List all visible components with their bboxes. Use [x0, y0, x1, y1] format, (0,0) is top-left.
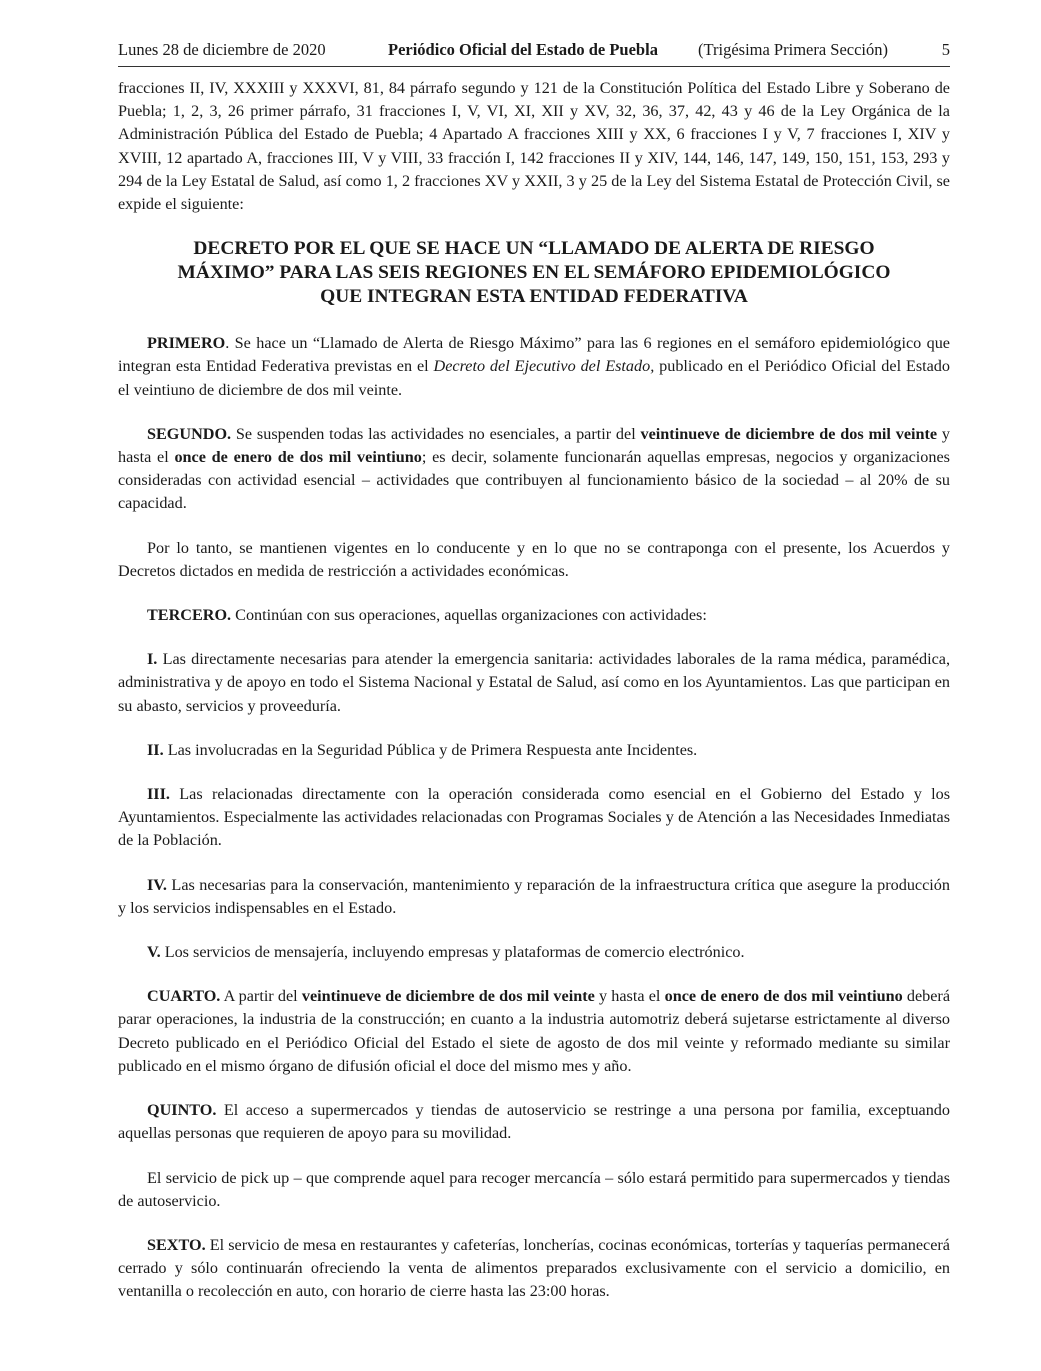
article-quinto — [118, 1099, 950, 1145]
article-cuarto-end-date: once de enero de dos mil veintiuno — [664, 987, 903, 1006]
fraccion-item — [118, 739, 950, 762]
fraccion-number: II. — [147, 740, 164, 759]
fraccion-item — [118, 874, 950, 920]
article-sexto — [118, 1234, 950, 1304]
fraccion-text: Las relacionadas directamente con la operación considerada como esencial en el Gobierno del Estado y los Ayuntamientos. Especialmente las actividades relacionadas con Programas Sociales y de Atención a las Necesidades Inmediatas de la Población. — [118, 785, 950, 850]
fraccion-text: Los servicios de mensajería, incluyendo empresas y plataformas de comercio electrónico. — [160, 943, 745, 962]
fraccion-text: Las directamente necesarias para atender la emergencia sanitaria: actividades laborales de la rama médica, paramédica, administrativa y de apoyo en todo el Sistema Nacional y Estatal de Salud, así como en los Ayuntamientos. Las que participan en su abasto, servicios y proveeduría. — [118, 650, 950, 715]
article-tercero-text: Continúan con sus operaciones, aquellas organizaciones con actividades: — [231, 606, 707, 625]
article-cuarto-text-b: y hasta el — [594, 987, 665, 1006]
fraccion-item — [118, 648, 950, 718]
article-segundo-text-a: Se suspenden todas las actividades no esenciales, a partir del — [231, 424, 641, 443]
article-primero — [118, 332, 950, 402]
article-segundo-start-date: veintinueve de diciembre de dos mil veinte — [640, 424, 938, 443]
header-date: Lunes 28 de diciembre de 2020 — [118, 40, 326, 59]
decree-title-line-1: DECRETO POR EL QUE SE HACE UN “LLAMADO DE ALERTA DE RIESGO — [193, 238, 875, 260]
article-cuarto-start-date: veintinueve de diciembre de dos mil veinte — [301, 987, 595, 1006]
decree-title-line-2: MÁXIMO” PARA LAS SEIS REGIONES EN EL SEMÁFORO EPIDEMIOLÓGICO — [177, 262, 891, 284]
fraccion-text: Las involucradas en la Seguridad Pública y de Primera Respuesta ante Incidentes. — [163, 740, 698, 759]
article-segundo-end-date: once de enero de dos mil veintiuno — [174, 448, 422, 467]
decree-title — [118, 237, 950, 309]
article-quinto-text: El acceso a supermercados y tiendas de autoservicio se restringe a una persona por familia, exceptuando aquellas personas que requieren de apoyo para su movilidad. — [118, 1101, 950, 1143]
fraccion-item — [118, 783, 950, 853]
paragraph-pick-up: El servicio de pick up – que comprende aquel para recoger mercancía – sólo estará permitido para supermercados y tiendas de autoservicio. — [118, 1168, 950, 1210]
article-primero-text-b: publicado en el Periódico Oficial del Estado el veintiuno de diciembre de dos mil veinte. — [118, 357, 950, 399]
article-segundo-text-b: y hasta el — [118, 424, 951, 467]
fraccion-number: I. — [147, 650, 158, 669]
fraccion-number: III. — [147, 785, 170, 804]
article-segundo-label: SEGUNDO. — [147, 424, 232, 443]
article-segundo-text-c: ; es decir, solamente funcionarán aquellas empresas, negocios y organizaciones consideradas con actividad esencial – actividades que contribuyen al funcionamiento básico de la sociedad – al 20% de su capacidad. — [118, 448, 950, 513]
fraccion-item — [118, 941, 950, 964]
article-segundo — [118, 423, 950, 516]
paragraph-por-lo-tanto: Por lo tanto, se mantienen vigentes en lo conducente y en lo que no se contraponga con el presente, los Acuerdos y Decretos dictados en medida de restricción a actividades económicas. — [118, 538, 950, 580]
article-primero-label: PRIMERO — [147, 334, 226, 353]
article-tercero-label: TERCERO. — [147, 606, 232, 625]
document-body — [118, 77, 950, 1325]
article-quinto-label: QUINTO. — [147, 1101, 217, 1120]
header-section: (Trigésima Primera Sección) — [698, 40, 889, 59]
decree-title-line-3: QUE INTEGRAN ESTA ENTIDAD FEDERATIVA — [320, 286, 748, 308]
header-rule — [118, 66, 950, 67]
article-cuarto — [118, 985, 950, 1078]
article-primero-text-a: . Se hace un “Llamado de Alerta de Riesgo Máximo” para las 6 regiones en el semáforo epidemiológico que integran esta Entidad Federativa previstas en el — [118, 334, 950, 376]
article-cuarto-text-c: deberá parar operaciones, la industria de la construcción; en cuanto a la industria automotriz deberá sujetarse estrictamente al diverso Decreto publicado en el Periódico Oficial del Estado el siete de agosto de dos mil veinte y reformado mediante su similar publicado en el mismo órgano de difusión oficial el doce del mismo mes y año. — [118, 987, 951, 1075]
article-cuarto-label: CUARTO. — [147, 987, 221, 1006]
header-publication: Periódico Oficial del Estado de Puebla — [388, 40, 658, 59]
article-sexto-text: El servicio de mesa en restaurantes y cafeterías, loncherías, cocinas económicas, torterías y taquerías permanecerá cerrado y sólo continuarán ofreciendo la venta de alimentos preparados exclusivamente con el servicio a domicilio, en ventanilla o recolección en auto, con horario de cierre hasta las 23:00 horas. — [118, 1235, 950, 1301]
page-header — [118, 40, 950, 64]
fraccion-number: IV. — [147, 875, 167, 894]
fraccion-text: Las necesarias para la conservación, mantenimiento y reparación de la infraestructura crítica que asegure la producción y los servicios indispensables en el Estado. — [118, 875, 950, 917]
article-sexto-label: SEXTO. — [147, 1235, 206, 1254]
fraccion-number: V. — [147, 943, 161, 962]
article-tercero — [118, 604, 950, 627]
article-cuarto-text-a: A partir del — [220, 987, 302, 1006]
intro-paragraph: fracciones II, IV, XXXIII y XXXVI, 81, 84 párrafo segundo y 121 de la Constitución Política del Estado Libre y Soberano de Puebla; 1, 2, 3, 26 primer párrafo, 31 fracciones I, V, VI, XI, XII y XV, 32, 36, 37, 42, 43 y 46 de la Ley Orgánica de la Administración Pública del Estado de Puebla; 4 Apartado A fracciones XIII y XX, 6 fracciones I y V, 7 fracciones I, XIV y XVIII, 12 apartado A, fracciones III, V y VIII, 33 fracción I, 142 fracciones II y XIV, 144, 146, 147, 149, 150, 151, 153, 293 y 294 de la Ley Estatal de Salud, así como 1, 2 fracciones XV y XXII, 3 y 25 de la Ley del Sistema Estatal de Protección Civil, se expide el siguiente: — [118, 79, 950, 214]
header-page-number: 5 — [941, 40, 950, 59]
article-primero-italic: Decreto del Ejecutivo del Estado, — [433, 357, 655, 376]
